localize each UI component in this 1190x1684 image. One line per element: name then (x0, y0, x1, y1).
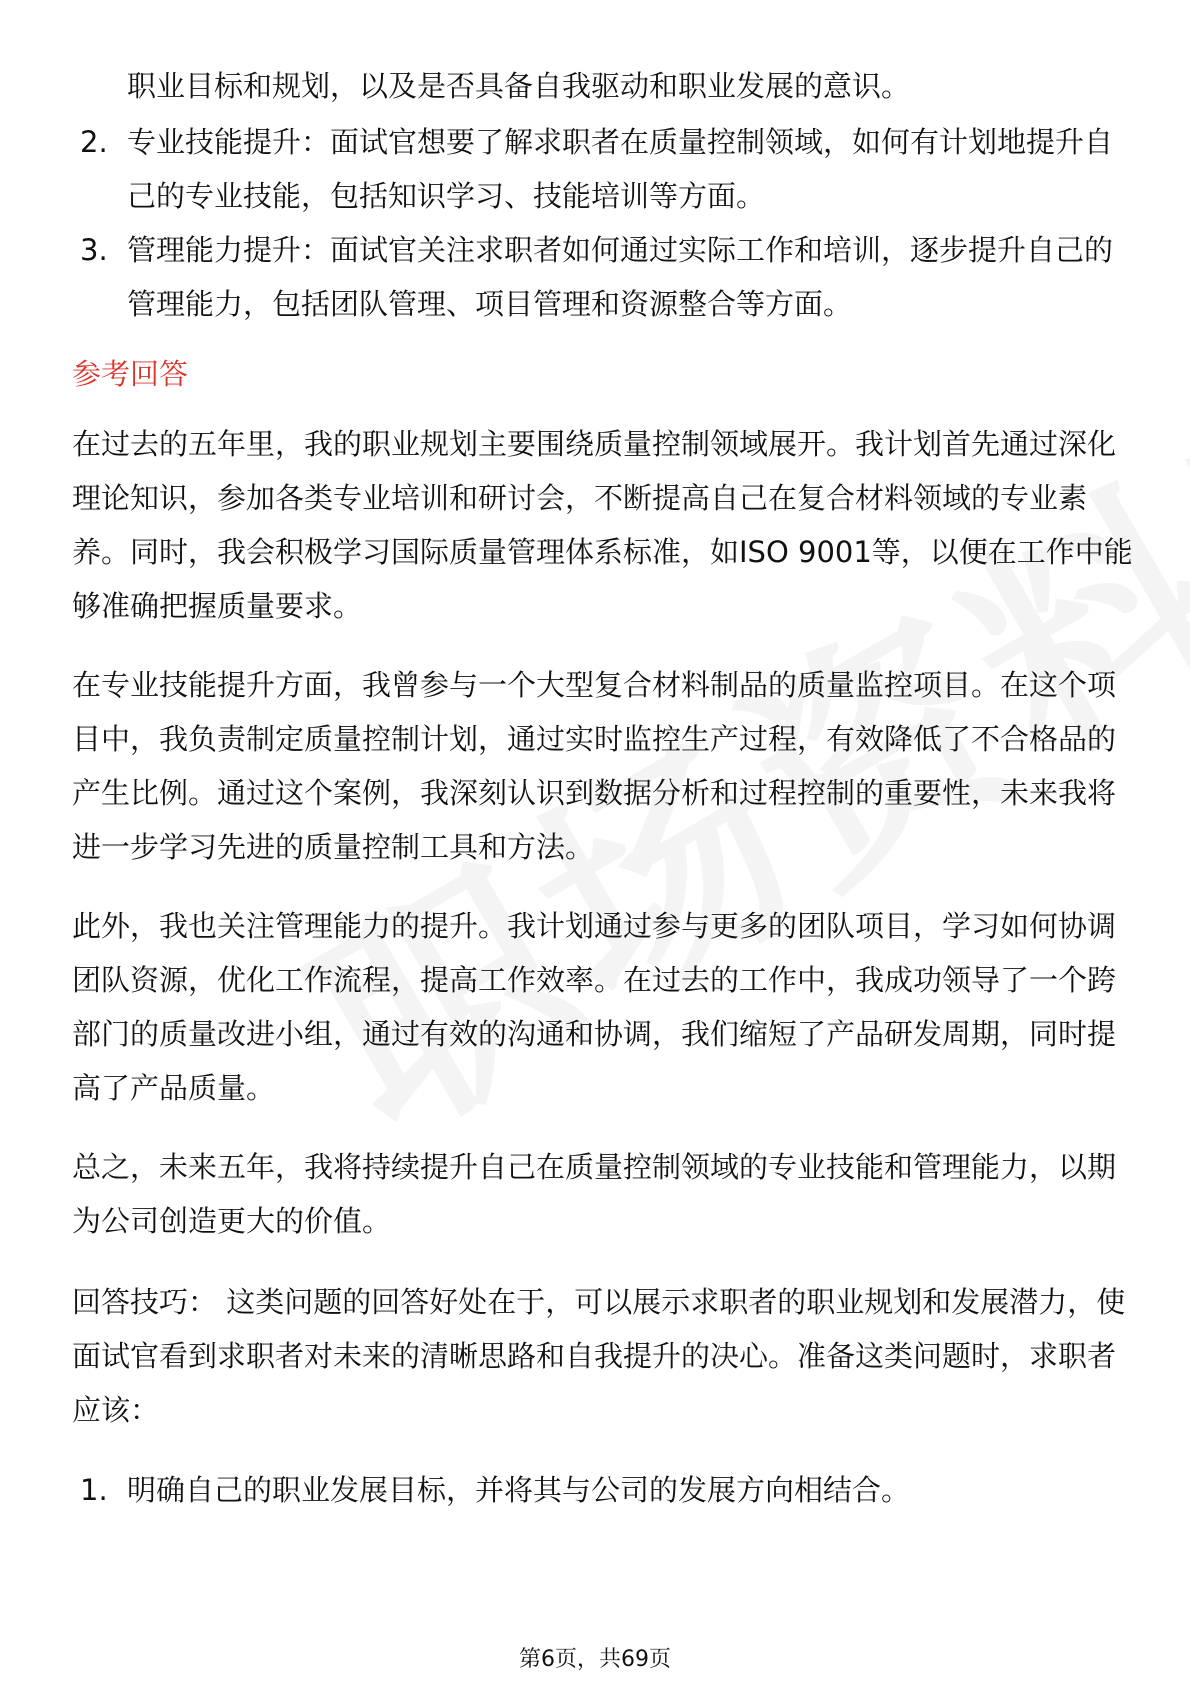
list-item-line: 管理能力提升：面试官关注求职者如何通过实际工作和培训，逐步提升自己的 (127, 233, 1114, 267)
paragraph-line: 理论知识，参加各类专业培训和研讨会，不断提高自己在复合材料领域的专业素 (72, 481, 1088, 515)
paragraph-line: 在过去的五年里，我的职业规划主要围绕质量控制领域展开。我计划首先通过深化 (72, 427, 1117, 461)
paragraph-line: 部门的质量改进小组，通过有效的沟通和协调，我们缩短了产品研发周期，同时提 (72, 1017, 1117, 1051)
paragraph-line: 够准确把握质量要求。 (72, 589, 363, 623)
paragraph-line: 应该： (72, 1393, 160, 1427)
list-item-line: 明确自己的职业发展目标，并将其与公司的发展方向相结合。 (127, 1473, 911, 1507)
paragraph-line: 此外，我也关注管理能力的提升。我计划通过参与更多的团队项目，学习如何协调 (72, 909, 1117, 943)
section-heading: 参考回答 (72, 357, 189, 391)
paragraph-line: 产生比例。通过这个案例，我深刻认识到数据分析和过程控制的重要性，未来我将 (72, 776, 1117, 810)
list-item-line: 己的专业技能，包括知识学习、技能培训等方面。 (127, 179, 766, 213)
paragraph-line: 总之，未来五年，我将持续提升自己在质量控制领域的专业技能和管理能力，以期 (72, 1150, 1117, 1184)
list-item-continuation: 职业目标和规划，以及是否具备自我驱动和职业发展的意识。 (127, 69, 911, 103)
page-number-footer: 第6页，共69页 (519, 1647, 671, 1672)
paragraph-line: 在专业技能提升方面，我曾参与一个大型复合材料制品的质量监控项目。在这个项 (72, 668, 1117, 702)
list-number: 1. (80, 1473, 108, 1507)
paragraph-line: 目中，我负责制定质量控制计划，通过实时监控生产过程，有效降低了不合格品的 (72, 722, 1117, 756)
paragraph-line: 团队资源，优化工作流程，提高工作效率。在过去的工作中，我成功领导了一个跨 (72, 963, 1117, 997)
paragraph-line: 养。同时，我会积极学习国际质量管理体系标准，如ISO 9001等，以便在工作中能 (72, 535, 1133, 569)
list-number: 3. (80, 233, 108, 267)
paragraph-line: 进一步学习先进的质量控制工具和方法。 (72, 830, 595, 864)
paragraph-line: 为公司创造更大的价值。 (72, 1204, 392, 1238)
list-item-line: 专业技能提升：面试官想要了解求职者在质量控制领域，如何有计划地提升自 (127, 125, 1114, 159)
paragraph-line: 回答技巧： 这类问题的回答好处在于，可以展示求职者的职业规划和发展潜力，使 (72, 1285, 1126, 1319)
paragraph-line: 面试官看到求职者对未来的清晰思路和自我提升的决心。准备这类问题时，求职者 (72, 1339, 1117, 1373)
paragraph-line: 高了产品质量。 (72, 1071, 276, 1105)
list-item-line: 管理能力，包括团队管理、项目管理和资源整合等方面。 (127, 287, 853, 321)
list-number: 2. (80, 125, 108, 159)
